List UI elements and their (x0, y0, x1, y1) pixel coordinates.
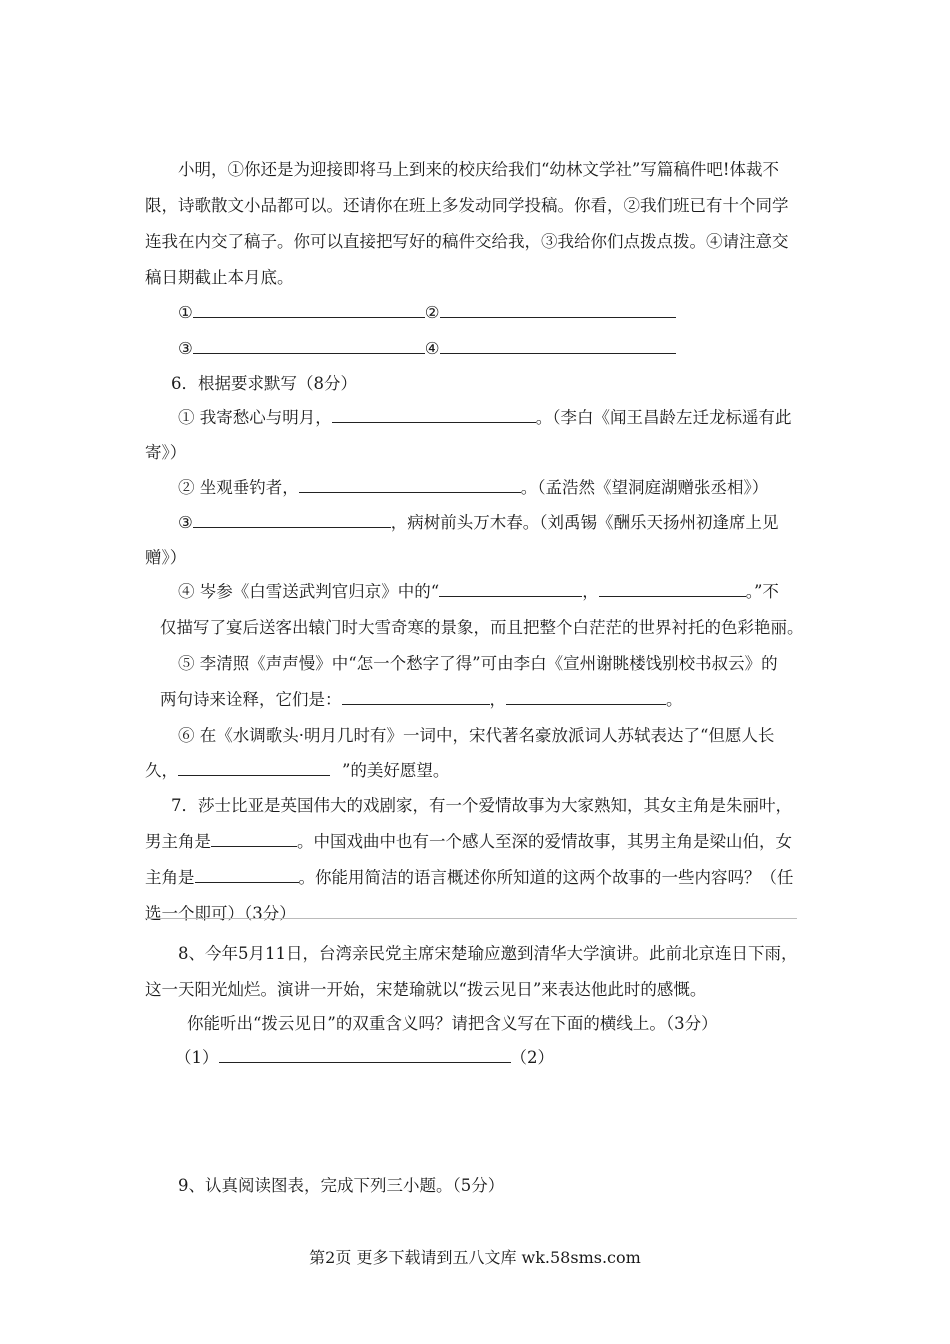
q8-line-3: 你能听出“拨云见日”的双重含义吗？请把含义写在下面的横线上。（3分） (187, 1014, 718, 1033)
q9-line-1: 9、认真阅读图表，完成下列三小题。（5分） (178, 1176, 505, 1195)
q6-item-3 (178, 509, 779, 533)
mark-4: ④ (424, 339, 440, 358)
q7-line-4: 选一个即可）（3分） (145, 904, 296, 923)
q6-item-3-num: ③ (178, 513, 193, 532)
q6-item-2 (178, 474, 768, 498)
q6-item-6-lead: 久， (145, 761, 178, 780)
q6-item-4 (178, 578, 779, 602)
q6-item-5-lead: 两句诗来诠释，它们是： (160, 690, 342, 709)
q8-ans1-label: （1） (175, 1048, 219, 1067)
q6-item-4-text: ④ 岑参《白雪送武判官归京》中的“ (178, 582, 440, 601)
q6-item-3-cont: 赠》） (145, 548, 187, 567)
q8-blank-1[interactable] (219, 1045, 511, 1063)
q6-item-1 (178, 404, 792, 428)
q6-item-5-end: 。 (666, 690, 683, 709)
passage-line-2: 限，诗歌散文小品都可以。还请你在班上多发动同学投稿。你看，②我们班已有十个同学 (145, 196, 789, 215)
q6-item-1-text: ① 我寄愁心与明月， (178, 408, 332, 427)
q8-answers (175, 1044, 554, 1068)
answer-row-2 (178, 336, 676, 358)
q6-blank-3[interactable] (193, 510, 391, 528)
q6-item-6-cont (145, 757, 449, 781)
answer-blank-2[interactable] (440, 300, 676, 318)
q7-line-3 (145, 864, 794, 888)
q6-blank-4b[interactable] (599, 579, 746, 597)
q8-line-1: 8、今年5月11日，台湾亲民党主席宋楚瑜应邀到清华大学演讲。此前北京连日下雨， (178, 944, 798, 963)
q6-item-4-comma: ， (582, 582, 599, 601)
passage-line-4: 稿日期截止本月底。 (145, 268, 294, 287)
answer-blank-3[interactable] (193, 336, 425, 354)
q6-blank-5b[interactable] (506, 687, 666, 705)
q6-blank-5a[interactable] (342, 687, 490, 705)
q6-item-5-cont (160, 686, 683, 710)
q6-item-4-cont: 仅描写了宴后送客出辕门时大雪奇寒的景象，而且把整个白茫茫的世界衬托的色彩艳丽。 (160, 618, 804, 637)
q7-blank-zhu[interactable] (195, 865, 299, 883)
q6-item-2-source: 。（孟浩然《望洞庭湖赠张丞相》） (520, 478, 769, 497)
q6-item-6: ⑥ 在《水调歌头·明月几时有》一词中，宋代著名豪放派词人苏轼表达了“但愿人长 (178, 726, 775, 745)
answer-blank-1[interactable] (193, 300, 425, 318)
mark-3: ③ (178, 339, 193, 358)
q6-item-5-comma: ， (489, 690, 506, 709)
passage-line-1: 小明，①你还是为迎接即将马上到来的校庆给我们“幼林文学社”写篇稿件吧!体裁不 (178, 160, 780, 179)
q6-blank-6[interactable] (178, 758, 330, 776)
q6-blank-2[interactable] (299, 475, 521, 493)
answer-row-1 (178, 300, 676, 322)
q6-item-6-end: ”的美好愿望。 (342, 761, 450, 780)
mark-1: ① (178, 303, 193, 322)
q6-item-5: ⑤ 李清照《声声慢》中“怎一个愁字了得”可由李白《宣州谢眺楼饯别校书叔云》的 (178, 654, 778, 673)
q6-item-3-text: ，病树前头万木春。（刘禹锡《酬乐天扬州初逢席上见 (390, 513, 779, 532)
q7-blank-romeo[interactable] (211, 829, 297, 847)
mark-2: ② (424, 303, 440, 322)
q7-line-2-lead: 男主角是 (145, 832, 211, 851)
q6-item-2-text: ② 坐观垂钓者， (178, 478, 299, 497)
q6-blank-1[interactable] (332, 405, 536, 423)
q6-title: 6．根据要求默写（8分） (171, 374, 357, 393)
q8-ans2-label: （2） (510, 1048, 554, 1067)
answer-blank-4[interactable] (440, 336, 676, 354)
q8-line-2: 这一天阳光灿烂。演讲一开始，宋楚瑜就以“拨云见日”来表达他此时的感慨。 (145, 980, 707, 999)
q7-line-1: 7．莎士比亚是英国伟大的戏剧家，有一个爱情故事为大家熟知，其女主角是朱丽叶， (171, 796, 792, 815)
q6-item-1-source: 。（李白《闻王昌龄左迁龙标遥有此 (535, 408, 792, 427)
q7-line-3-text: 。你能用简洁的语言概述你所知道的这两个故事的一些内容吗？（任 (298, 868, 794, 887)
q7-line-2 (145, 828, 792, 852)
q7-line-3-lead: 主角是 (145, 868, 195, 887)
page-footer: 第2页 更多下载请到五八文库 wk.58sms.com (309, 1248, 641, 1267)
q6-item-1-cont: 寄》） (145, 443, 187, 462)
q6-blank-4a[interactable] (439, 579, 582, 597)
passage-line-3: 连我在内交了稿子。你可以直接把写好的稿件交给我，③我给你们点拨点拨。④请注意交 (145, 232, 789, 251)
q7-answer-line[interactable] (145, 918, 797, 919)
q7-line-2-text: 。中国戏曲中也有一个感人至深的爱情故事，其男主角是梁山伯，女 (297, 832, 792, 851)
q6-item-4-end: 。”不 (745, 582, 779, 601)
